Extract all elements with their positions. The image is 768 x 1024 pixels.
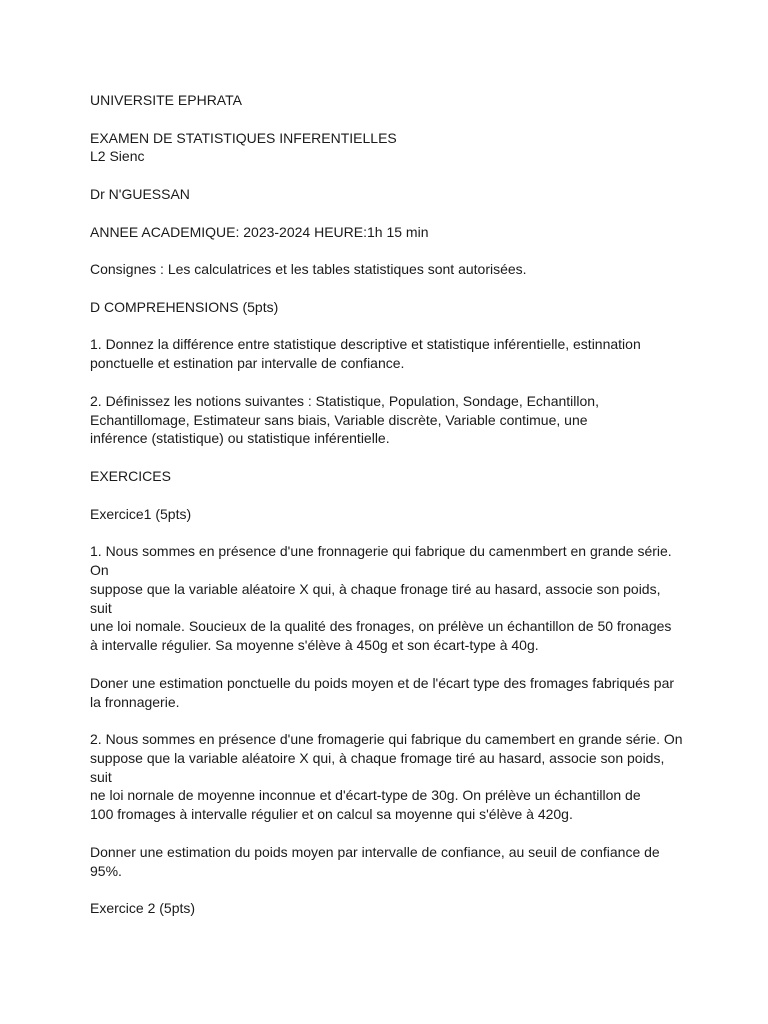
text-line: D COMPREHENSIONS (5pts) (90, 298, 279, 315)
text-line: UNIVERSITE EPHRATA (90, 92, 242, 108)
text-line: suit (90, 599, 112, 616)
text-line: ne loi nornale de moyenne inconnue et d'écart-type de 30g. On prélève un échantillon de (90, 787, 641, 804)
paragraph (90, 223, 690, 242)
paragraph (90, 260, 690, 279)
paragraph (90, 335, 690, 373)
text-line: EXAMEN DE STATISTIQUES INFERENTIELLES (90, 129, 397, 146)
text-line: 2. Nous sommes en présence d'une fromagerie qui fabrique du camembert en grande série. On (90, 731, 683, 748)
text-line: Exercice 2 (5pts) (90, 900, 196, 917)
text-line: suppose que la variable aléatoire X qui, à chaque fromage tiré au hasard, associe son poids, (90, 749, 665, 766)
paragraph (90, 467, 690, 486)
text-line: inférence (statistique) ou statistique inférentielle. (90, 430, 390, 447)
text-line: L2 Sienc (90, 148, 145, 165)
text-line: Exercice1 (5pts) (90, 505, 192, 522)
text-line: Dr N'GUESSAN (90, 185, 190, 202)
paragraph (90, 91, 690, 110)
paragraph (90, 843, 690, 881)
text-line: à intervalle régulier. Sa moyenne s'élève à 450g et son écart-type à 40g. (90, 637, 539, 654)
text-line: Consignes : Les calculatrices et les tables statistiques sont autorisées. (90, 261, 527, 278)
paragraph (90, 298, 690, 317)
text-line: Donner une estimation du poids moyen par intervalle de confiance, au seuil de confiance de (90, 843, 660, 860)
text-line: EXERCICES (90, 467, 171, 484)
paragraph (90, 899, 690, 918)
paragraph (90, 129, 690, 167)
text-line: Echantillomage, Estimateur sans biais, Variable discrète, Variable contimue, une (90, 411, 588, 428)
text-line: suit (90, 768, 112, 785)
text-line: suppose que la variable aléatoire X qui, à chaque fronage tiré au hasard, associe son poids, (90, 580, 661, 597)
paragraph (90, 185, 690, 204)
paragraph (90, 730, 690, 824)
text-line: ANNEE ACADEMIQUE: 2023-2024 HEURE:1h 15 min (90, 223, 429, 240)
text-line: 1. Donnez la différence entre statistique descriptive et statistique inférentielle, estinnation (90, 336, 641, 353)
text-line: Doner une estimation ponctuelle du poids moyen et de l'écart type des fromages fabriqués par (90, 674, 675, 691)
text-line: 2. Définissez les notions suivantes : Statistique, Population, Sondage, Echantillon, (90, 392, 599, 409)
text-line: la fronnagerie. (90, 693, 180, 710)
paragraph (90, 392, 690, 448)
text-line: une loi nomale. Soucieux de la qualité des fronages, on prélève un échantillon de 50 fronages (90, 618, 672, 635)
paragraph (90, 505, 690, 524)
text-line: 95%. (90, 862, 122, 879)
text-line: ponctuelle et estination par intervalle de confiance. (90, 355, 405, 372)
paragraph (90, 674, 690, 712)
text-line: On (90, 561, 109, 578)
paragraph (90, 542, 690, 655)
text-line: 1. Nous sommes en présence d'une fronnagerie qui fabrique du camenmbert en grande série. (90, 543, 672, 560)
text-line: 100 fromages à intervalle régulier et on calcul sa moyenne qui s'élève à 420g. (90, 806, 573, 823)
document-body (90, 91, 690, 918)
